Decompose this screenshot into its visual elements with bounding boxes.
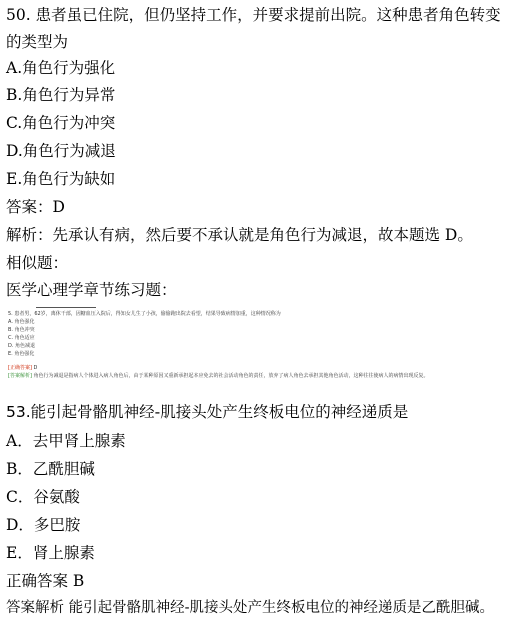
q50-explanation: 解析：先承认有病，然后要不承认就是角色行为减退，故本题选 D。 xyxy=(6,226,473,244)
chapter-title: 医学心理学章节练习题： xyxy=(6,281,177,299)
q50-option-b: B.角色行为异常 xyxy=(6,86,116,104)
thumbnail-answer-value: D xyxy=(33,365,38,371)
thumbnail-answer-tag: [正确答案] xyxy=(8,365,32,371)
q53-answer: 正确答案 B xyxy=(6,572,85,590)
q53-option-a: A．去甲肾上腺素 xyxy=(6,432,126,450)
q53-option-e: E．肾上腺素 xyxy=(6,544,95,562)
q50-option-d: D.角色行为减退 xyxy=(6,142,116,160)
thumbnail-explanation xyxy=(8,373,429,381)
q50-option-a: A.角色行为强化 xyxy=(6,59,116,77)
q50-stem: 50. 患者虽已住院，但仍坚持工作，并要求提前出院。这种患者角色转变的类型为 xyxy=(6,6,501,51)
thumbnail-rule xyxy=(36,307,96,308)
thumbnail-answer xyxy=(8,365,37,373)
thumbnail-option-d: D. 角色减退 xyxy=(8,343,36,349)
q53-option-c: C．谷氨酸 xyxy=(6,488,80,506)
thumbnail-option-c: C. 角色适应 xyxy=(8,335,35,341)
thumbnail-question: 5. 患者男，62岁，离休干部，因糖血压入院后，得知女儿生了小孩，偷偷跑出院去看望，结果导致病情加重，这种情况称为 xyxy=(8,311,281,317)
thumbnail-explain-tag: [答案解析] xyxy=(8,373,32,379)
similar-label: 相似题： xyxy=(6,254,69,272)
q50-option-e: E.角色行为缺如 xyxy=(6,170,116,188)
thumbnail-explain-text: 角色行为减退是指病人个体进入病人角色后，由于某种原因又重新承担起本应免去的社会活动角色的责任，放弃了病人角色去承担其他角色活动，这种往往使病人的病情出现反复。 xyxy=(33,373,429,379)
thumbnail-option-b: B. 角色冲突 xyxy=(8,327,35,333)
q50-answer: 答案：D xyxy=(6,198,65,216)
thumbnail-option-a: A. 角色强化 xyxy=(8,319,35,325)
q53-option-b: B．乙酰胆碱 xyxy=(6,460,95,478)
thumbnail-option-e: E. 角色强化 xyxy=(8,351,35,357)
related-question-thumbnail xyxy=(8,307,511,391)
q53-option-d: D．多巴胺 xyxy=(6,516,81,534)
q50-option-c: C.角色行为冲突 xyxy=(6,114,116,132)
q53-stem: 53.能引起骨骼肌神经-肌接头处产生终板电位的神经递质是 xyxy=(6,403,409,421)
q53-explanation: 答案解析 能引起骨骼肌神经-肌接头处产生终板电位的神经递质是乙酰胆碱。 xyxy=(6,600,495,616)
